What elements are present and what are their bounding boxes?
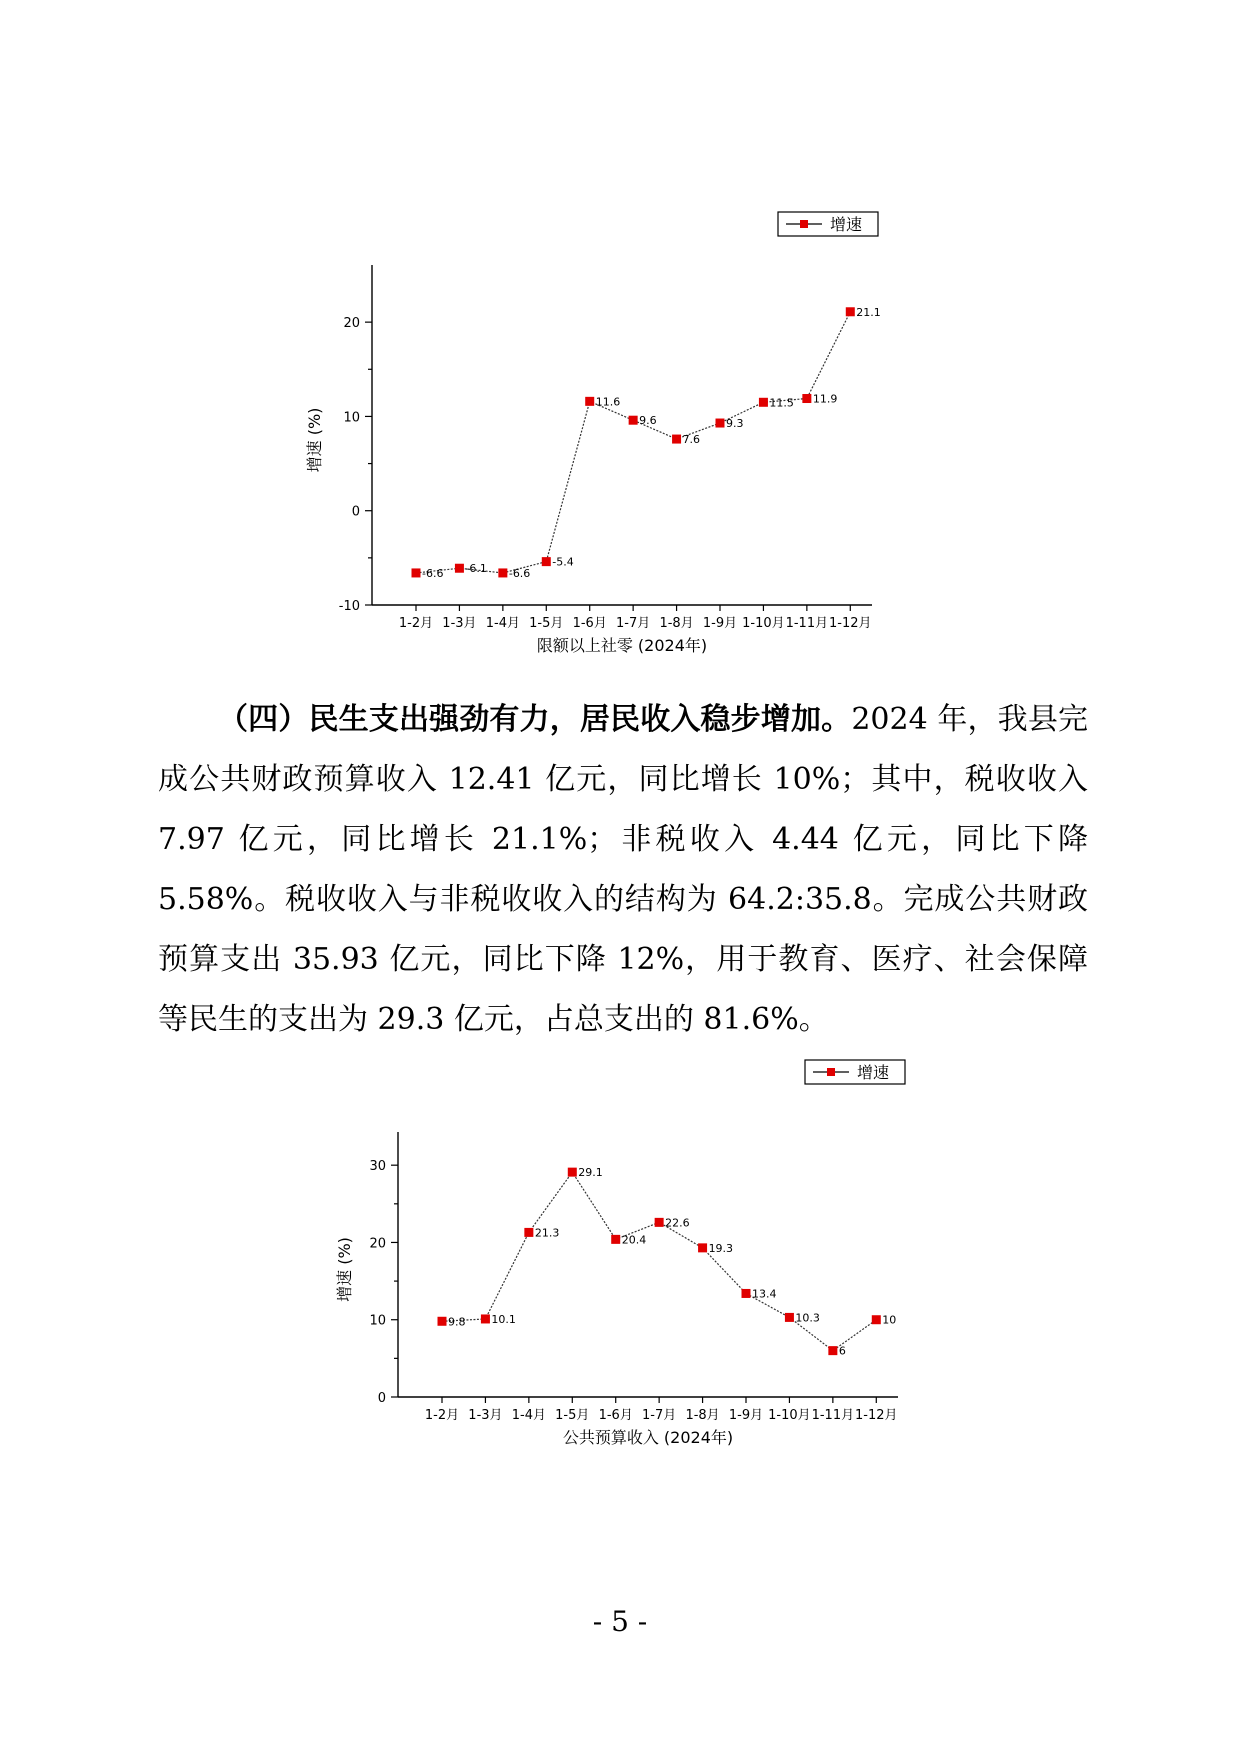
data-point [672, 435, 681, 444]
legend-marker [827, 1068, 835, 1076]
x-axis-title: 限额以上社零 (2024年) [536, 636, 708, 655]
data-point [716, 419, 725, 428]
x-tick-label: 1-6月 [598, 1408, 633, 1423]
data-label: 29.1 [578, 1166, 603, 1180]
data-point [828, 1346, 837, 1355]
retail-growth-chart-svg [0, 200, 1240, 670]
data-point [481, 1314, 490, 1323]
data-label: 11.9 [812, 392, 838, 406]
data-label: 9.8 [448, 1315, 466, 1329]
y-tick-label: 10 [343, 410, 360, 426]
data-point [629, 416, 638, 425]
x-tick-label: 1-3月 [468, 1408, 503, 1423]
data-label: 21.3 [534, 1226, 560, 1240]
x-tick-label: 1-2月 [398, 616, 434, 631]
data-point [585, 397, 594, 406]
paragraph-block [158, 690, 1088, 1050]
data-label: 9.3 [726, 417, 744, 431]
legend-label: 增速 [857, 1063, 890, 1082]
page-number: - 5 - [592, 1605, 648, 1638]
data-label: 21.1 [856, 305, 881, 319]
data-point [542, 557, 551, 566]
y-tick-label: 10 [369, 1313, 386, 1329]
x-tick-label: 1-9月 [702, 616, 738, 631]
x-tick-label: 1-2月 [424, 1408, 460, 1423]
x-axis-title: 公共预算收入 (2024年) [562, 1428, 734, 1447]
x-tick-label: 1-5月 [529, 616, 564, 631]
data-point [759, 398, 768, 407]
data-label: 10 [882, 1313, 897, 1327]
data-point [611, 1235, 620, 1244]
data-label: -6.1 [465, 562, 487, 576]
data-point [655, 1218, 664, 1227]
data-label: 11.5 [769, 396, 794, 410]
x-tick-label: 1-11月 [785, 616, 829, 631]
data-label: 22.6 [665, 1216, 690, 1230]
series-line [416, 312, 850, 576]
data-point [455, 564, 464, 573]
x-tick-label: 1-7月 [642, 1408, 677, 1423]
data-label: 20.4 [621, 1233, 647, 1247]
y-tick-label: 20 [343, 316, 360, 332]
data-label: -6.6 [508, 566, 531, 580]
data-label: -6.6 [422, 566, 444, 580]
x-tick-label: 1-4月 [511, 1408, 546, 1423]
data-point [568, 1168, 577, 1177]
data-point [802, 394, 811, 403]
x-tick-label: 1-8月 [659, 616, 694, 631]
data-label: 13.4 [752, 1287, 777, 1301]
paragraph-heading: （四）民生支出强劲有力，居民收入稳步增加。 [218, 702, 852, 737]
x-tick-label: 1-3月 [442, 616, 477, 631]
data-point [872, 1315, 881, 1324]
legend-marker [800, 220, 808, 228]
x-tick-label: 1-11月 [811, 1408, 855, 1423]
budget-revenue-growth-chart [0, 1050, 1240, 1474]
data-label: 9.6 [639, 414, 657, 428]
data-point [742, 1289, 751, 1298]
budget-revenue-growth-chart-svg [0, 1050, 1240, 1470]
x-tick-label: 1-8月 [685, 1408, 720, 1423]
legend-label: 增速 [830, 215, 863, 234]
y-tick-label: -10 [338, 599, 360, 614]
x-tick-label: 1-12月 [855, 1408, 898, 1423]
data-label: 10.3 [795, 1311, 820, 1325]
data-label: 6 [838, 1344, 846, 1358]
data-point [498, 568, 507, 577]
data-point [412, 568, 421, 577]
x-tick-label: 1-10月 [742, 616, 785, 631]
data-label: 19.3 [708, 1241, 734, 1255]
data-point [846, 307, 855, 316]
y-axis-title: 增速 (%) [305, 407, 324, 473]
data-point [438, 1317, 447, 1326]
data-label: 11.6 [595, 395, 621, 409]
data-label: 10.1 [491, 1312, 516, 1326]
x-tick-label: 1-7月 [616, 616, 651, 631]
y-tick-label: 0 [351, 504, 360, 520]
x-tick-label: 1-6月 [572, 616, 607, 631]
retail-growth-chart [0, 200, 1240, 674]
y-tick-label: 20 [369, 1236, 386, 1252]
y-tick-label: 0 [377, 1391, 386, 1406]
x-tick-label: 1-10月 [768, 1408, 811, 1423]
data-label: -5.4 [552, 555, 574, 569]
x-tick-label: 1-4月 [485, 616, 520, 631]
data-point [698, 1243, 707, 1252]
x-tick-label: 1-12月 [829, 616, 872, 631]
data-point [785, 1313, 794, 1322]
x-tick-label: 1-5月 [555, 1408, 590, 1423]
x-tick-label: 1-9月 [728, 1408, 764, 1423]
y-axis-title: 增速 (%) [335, 1237, 354, 1302]
y-tick-label: 30 [369, 1159, 386, 1175]
data-label: 7.6 [682, 433, 701, 447]
paragraph-body: 2024 年，我县完成公共财政预算收入 12.41 亿元，同比增长 10%；其中，税收收入 7.97 亿元，同比增长 21.1%；非税收入 4.44 亿元，同比下降 5.58%。税收收入与非税收收入的结构为 64.2:35.8。完成公共财政预算支出 35.93 亿元，同比下降 12%，用于教育、医疗、社会保障等民生的支出为 29.3 亿元，占总支出的 81.6%。 [158, 702, 1089, 1037]
data-point [524, 1228, 533, 1237]
paragraph [158, 690, 1088, 1050]
